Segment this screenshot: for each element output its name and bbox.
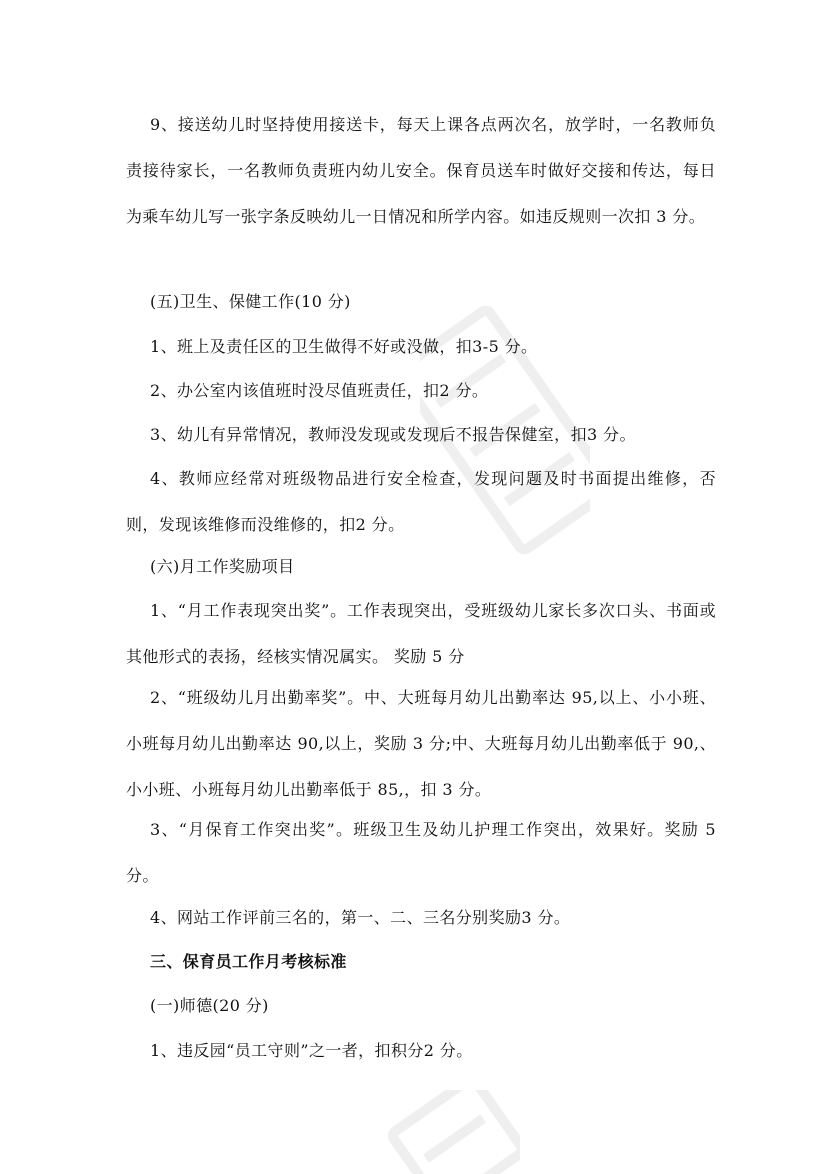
- paragraph-reward-4: 4、网站工作评前三名的，第一、二、三名分别奖励3 分。: [150, 908, 571, 927]
- paragraph-hygiene-1: 1、班上及责任区的卫生做得不好或没做，扣3-5 分。: [150, 337, 538, 356]
- section-heading-rewards: (六)月工作奖励项目: [150, 557, 295, 576]
- section-heading-hygiene: (五)卫生、保健工作(10 分): [150, 292, 351, 311]
- paragraph-hygiene-3: 3、幼儿有异常情况，教师没发现或发现后不报告保健室，扣3 分。: [150, 425, 636, 444]
- paragraph-item-9: 9、接送幼儿时坚持使用接送卡，每天上课各点两次名，放学时，一名教师负责接待家长，一名教师负责班内幼儿安全。保育员送车时做好交接和传达，每日为乘车幼儿写一张字条反映幼儿一日情况和所学内容。如违反规则一次扣 3 分。: [126, 115, 716, 226]
- paragraph-hygiene-4: 4、教师应经常对班级物品进行安全检查，发现问题及时书面提出维修，否则，发现该维修而没维修的，扣2 分。: [126, 469, 716, 534]
- section-heading-ethics: (一)师德(20 分): [150, 996, 269, 1015]
- paragraph-reward-3: 3、“月保育工作突出奖”。班级卫生及幼儿护理工作突出，效果好。奖励 5 分。: [126, 820, 716, 885]
- paragraph-ethics-1: 1、违反园“员工守则”之一者，扣积分2 分。: [150, 1041, 473, 1060]
- section-heading-caregiver-standard: 三、保育员工作月考核标准: [150, 952, 347, 971]
- paragraph-hygiene-2: 2、办公室内该值班时没尽值班责任，扣2 分。: [150, 381, 489, 400]
- paragraph-reward-1: 1、“月工作表现突出奖”。工作表现突出，受班级幼儿家长多次口头、书面或其他形式的表扬，经核实情况属实。 奖励 5 分: [126, 601, 716, 666]
- watermark-graphic-bottom: [380, 1090, 520, 1174]
- paragraph-reward-2: 2、“班级幼儿月出勤率奖”。中、大班每月幼儿出勤率达 95,以上、小小班、小班每月幼儿出勤率达 90,以上，奖励 3 分;中、大班每月幼儿出勤率低于 90,、小小班、小班每月幼儿出勤率低于 85,，扣 3 分。: [126, 688, 716, 799]
